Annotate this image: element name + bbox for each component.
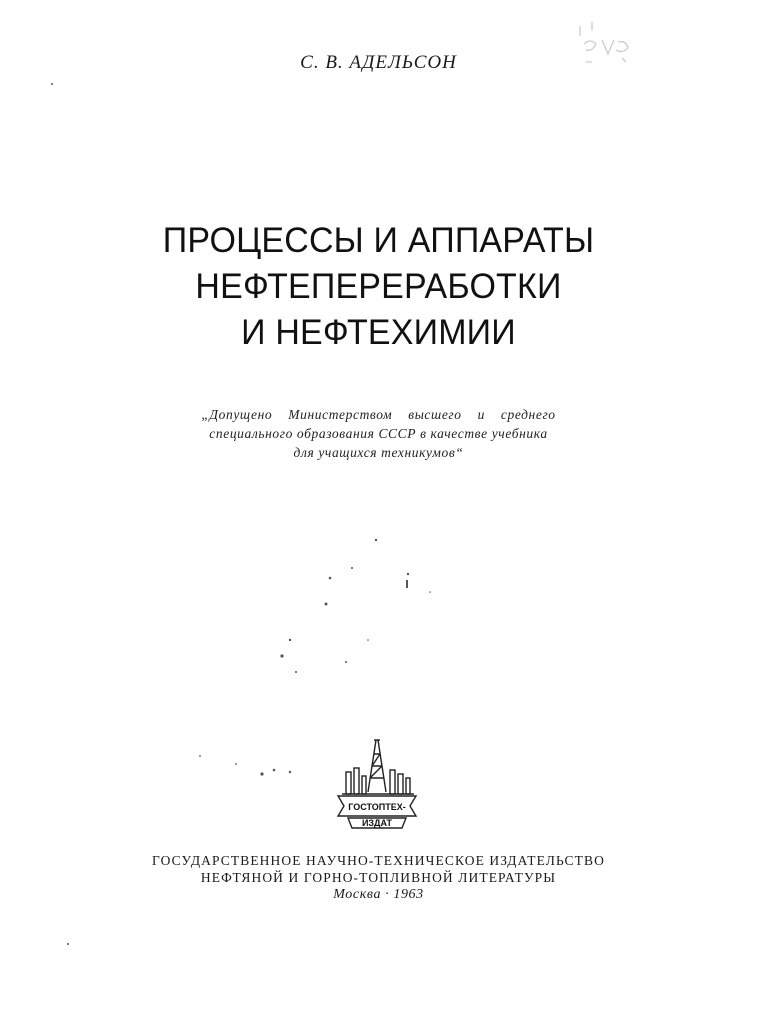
approval-line-1: „Допущено Министерством высшего и среднего: [201, 407, 556, 422]
author-name: С. В. АДЕЛЬСОН: [300, 52, 457, 73]
gostoptekhizdat-logo: [336, 738, 418, 830]
logo-line-2: ИЗДАТ: [361, 818, 393, 828]
publisher-line-1: ГОСУДАРСТВЕННОЕ НАУЧНО-ТЕХНИЧЕСКОЕ ИЗДАТЕЛЬСТВО: [152, 853, 605, 868]
title-line-1: ПРОЦЕССЫ И АППАРАТЫ: [162, 221, 595, 260]
approval-line-2: специального образования СССР в качестве учебника: [209, 426, 548, 441]
logo-line-1: ГОСТОПТЕХ-: [348, 802, 406, 812]
publisher-name: [0, 852, 757, 886]
city-year: Москва · 1963: [333, 887, 424, 902]
title-line-3: И НЕФТЕХИМИИ: [241, 313, 516, 352]
publisher-line-2: НЕФТЯНОЙ И ГОРНО-ТОПЛИВНОЙ ЛИТЕРАТУРЫ: [200, 870, 557, 885]
approval-line-3: для учащихся техникумов“: [293, 445, 464, 460]
title-line-2: НЕФТЕПЕРЕРАБОТКИ: [195, 267, 562, 306]
